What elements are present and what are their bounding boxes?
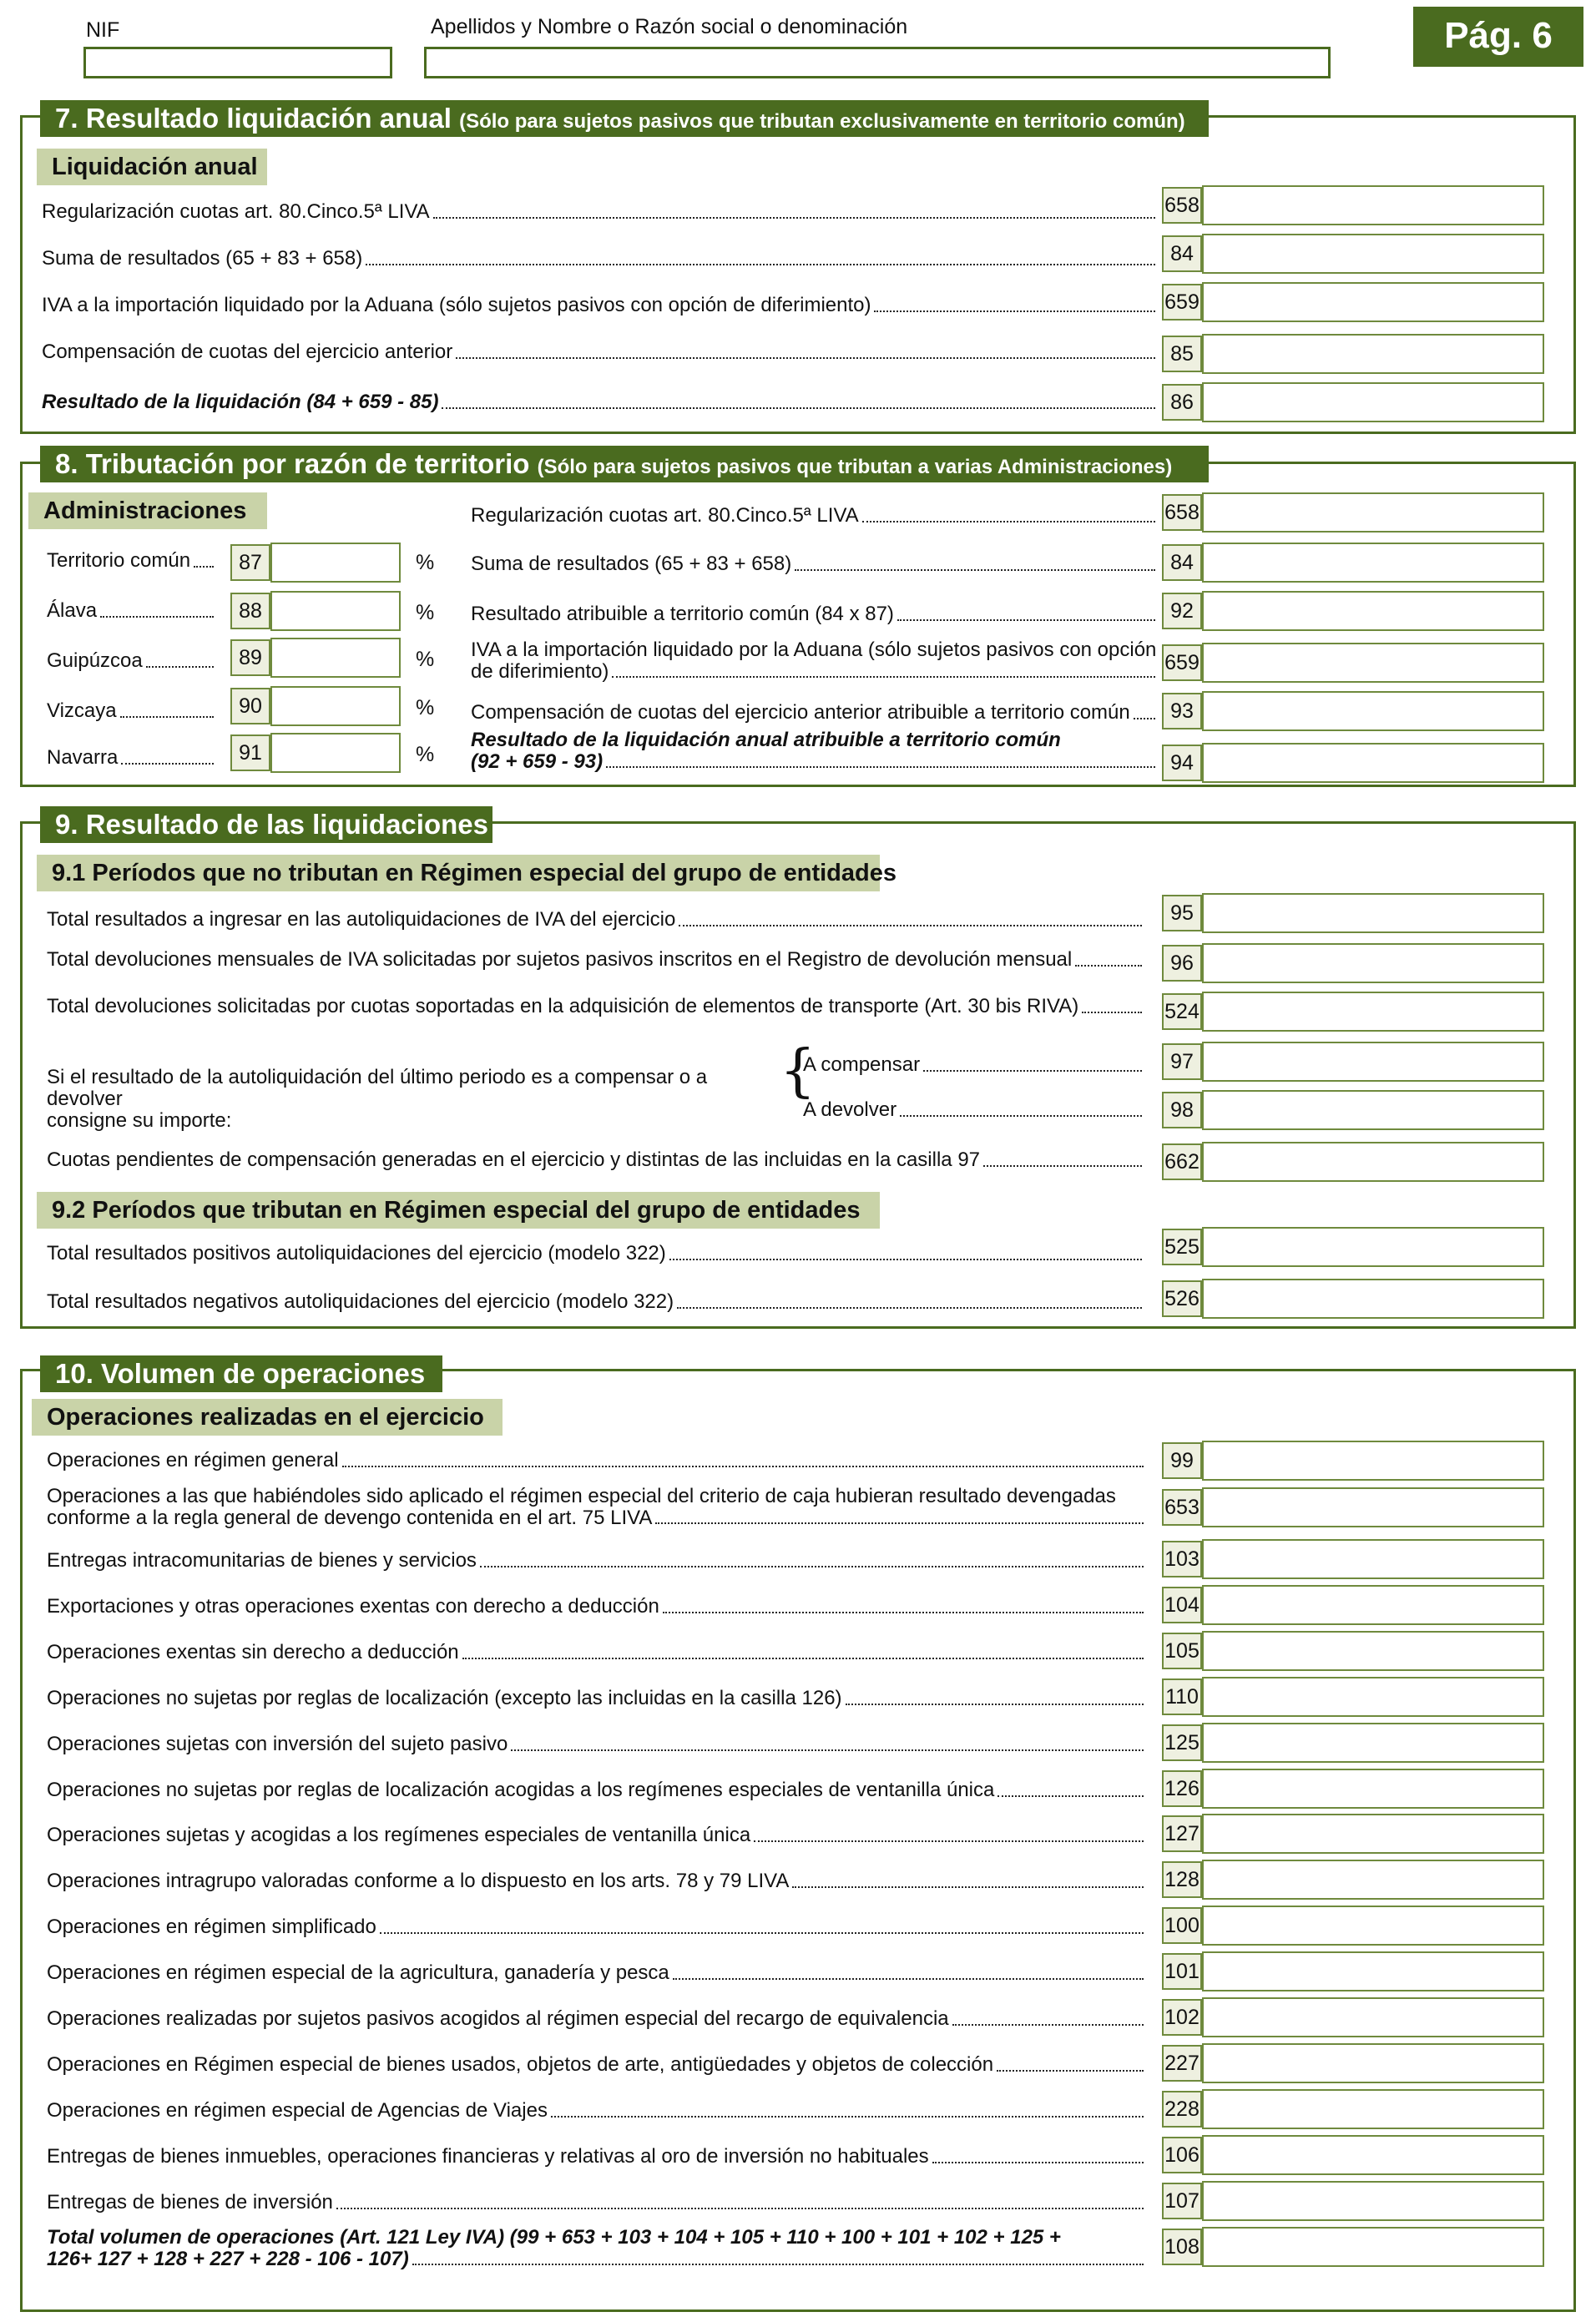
box-num-227: 227: [1162, 2045, 1202, 2082]
value-field-89[interactable]: [270, 638, 401, 678]
row-label: Cuotas pendientes de compensación generadas en el ejercicio y distintas de las incluidas en la casilla 97: [47, 1148, 981, 1171]
box-num-128: 128: [1162, 1861, 1202, 1898]
box-num-125: 125: [1162, 1724, 1202, 1761]
box-num-110: 110: [1162, 1678, 1202, 1715]
row-label: A devolver: [803, 1098, 897, 1121]
value-field-102[interactable]: [1202, 1997, 1544, 2037]
s10-row-105: [47, 1641, 1147, 1664]
row-label-line2: conforme a la regla general de devengo contenida en el art. 75 LIVA: [47, 1507, 653, 1529]
value-field-106[interactable]: [1202, 2135, 1544, 2175]
value-field-91[interactable]: [270, 733, 401, 773]
box-num-84: 84: [1162, 235, 1202, 272]
section-7-title: [40, 100, 1209, 137]
box-num-100: 100: [1162, 1907, 1202, 1944]
s10-row-104: [47, 1595, 1147, 1618]
value-field-93[interactable]: [1202, 691, 1544, 731]
row-label: Operaciones sujetas y acogidas a los regímenes especiales de ventanilla única: [47, 1824, 751, 1846]
box-num-104: 104: [1162, 1587, 1202, 1623]
s9-last-period-text: [47, 1067, 781, 1132]
nif-field[interactable]: [83, 47, 392, 78]
section-8-title-text: 8. Tributación por razón de territorio: [55, 448, 530, 479]
s10-row-227: [47, 2053, 1147, 2077]
s10-row-653: [47, 1486, 1147, 1529]
value-field-85[interactable]: [1202, 334, 1544, 374]
row-label-line2: de diferimiento): [471, 660, 609, 683]
box-num-653: 653: [1162, 1489, 1202, 1526]
s8-row-84: [471, 553, 1159, 576]
value-field-524[interactable]: [1202, 992, 1544, 1032]
s9-row-97: [803, 1053, 1145, 1077]
percent-sign: %: [416, 648, 435, 671]
row-label: Operaciones exentas sin derecho a deducción: [47, 1641, 459, 1663]
row-label: Entregas intracomunitarias de bienes y servicios: [47, 1549, 477, 1572]
row-label: Operaciones sujetas con inversión del sujeto pasivo: [47, 1733, 508, 1755]
admin-row-guipuzcoa: [47, 649, 217, 673]
row-label: Compensación de cuotas del ejercicio anterior atribuible a territorio común: [471, 701, 1130, 724]
section-7-subtitle: Liquidación anual: [37, 149, 267, 185]
box-num-662: 662: [1162, 1143, 1202, 1180]
section-8-subtitle: Administraciones: [28, 492, 267, 529]
s9-row-95: [47, 908, 1145, 931]
value-field-658[interactable]: [1202, 492, 1544, 533]
box-num-99: 99: [1162, 1442, 1202, 1479]
value-field-659[interactable]: [1202, 282, 1544, 322]
row-label: Total resultados a ingresar en las autoliquidaciones de IVA del ejercicio: [47, 908, 676, 931]
row-label: Operaciones en Régimen especial de bienes usados, objetos de arte, antigüedades y objetos de colección: [47, 2053, 994, 2076]
admin-label: Álava: [47, 599, 98, 622]
section-9-2-subtitle: 9.2 Períodos que tributan en Régimen especial del grupo de entidades: [37, 1192, 880, 1229]
box-num-90: 90: [230, 688, 270, 724]
s10-row-125: [47, 1733, 1147, 1756]
value-field-94[interactable]: [1202, 743, 1544, 783]
box-num-107: 107: [1162, 2183, 1202, 2219]
value-field-126[interactable]: [1202, 1769, 1544, 1809]
s7-row-84: [42, 247, 1159, 270]
value-field-125[interactable]: [1202, 1723, 1544, 1763]
box-num-102: 102: [1162, 1999, 1202, 2036]
s9-row-96: [47, 948, 1145, 972]
box-num-101: 101: [1162, 1953, 1202, 1990]
s7-row-659: [42, 294, 1159, 317]
value-field-227[interactable]: [1202, 2043, 1544, 2083]
row-label: Operaciones en régimen general: [47, 1449, 339, 1471]
value-field-90[interactable]: [270, 686, 401, 726]
last-period-line2: consigne su importe:: [47, 1109, 232, 1132]
s9-row-524: [47, 995, 1145, 1018]
box-num-106: 106: [1162, 2137, 1202, 2173]
percent-sign: %: [416, 551, 435, 574]
s7-row-658: [42, 200, 1159, 224]
row-label: Exportaciones y otras operaciones exentas con derecho a deducción: [47, 1595, 659, 1618]
s8-row-92: [471, 603, 1159, 626]
nif-label: NIF: [86, 18, 120, 42]
box-num-95: 95: [1162, 895, 1202, 931]
s10-row-127: [47, 1824, 1147, 1847]
section-7-title-text: 7. Resultado liquidación anual: [55, 103, 452, 134]
section-8-title: [40, 446, 1209, 482]
s10-row-107: [47, 2191, 1147, 2214]
percent-sign: %: [416, 601, 435, 624]
section-8-title-note: (Sólo para sujetos pasivos que tributan a varias Administraciones): [537, 456, 1173, 478]
box-num-98: 98: [1162, 1092, 1202, 1128]
box-num-659: 659: [1162, 644, 1202, 681]
box-num-126: 126: [1162, 1770, 1202, 1807]
value-field-96[interactable]: [1202, 943, 1544, 983]
box-num-93: 93: [1162, 693, 1202, 729]
s10-row-128: [47, 1870, 1147, 1893]
box-num-228: 228: [1162, 2091, 1202, 2128]
value-field-98[interactable]: [1202, 1090, 1544, 1130]
value-field-127[interactable]: [1202, 1814, 1544, 1854]
value-field-92[interactable]: [1202, 591, 1544, 631]
value-field-662[interactable]: [1202, 1142, 1544, 1182]
admin-row-alava: [47, 599, 217, 623]
s9-row-526: [47, 1290, 1145, 1314]
row-label: Regularización cuotas art. 80.Cinco.5ª LIVA: [42, 200, 430, 223]
value-field-101[interactable]: [1202, 1951, 1544, 1991]
box-num-658: 658: [1162, 187, 1202, 224]
value-field-658[interactable]: [1202, 185, 1544, 225]
s7-row-86: [42, 391, 1159, 414]
box-num-89: 89: [230, 639, 270, 676]
s10-row-108: [47, 2227, 1147, 2270]
row-label: Suma de resultados (65 + 83 + 658): [471, 553, 792, 575]
s10-row-110: [47, 1687, 1147, 1710]
value-field-100[interactable]: [1202, 1906, 1544, 1946]
row-label: Operaciones realizadas por sujetos pasivos acogidos al régimen especial del recargo de equivalencia: [47, 2007, 949, 2030]
box-num-91: 91: [230, 734, 270, 771]
row-label: Total devoluciones mensuales de IVA solicitadas por sujetos pasivos inscritos en el Registro de devolución mensual: [47, 948, 1073, 971]
value-field-108[interactable]: [1202, 2227, 1544, 2267]
brace-symbol: {: [780, 1038, 816, 1104]
row-label: Operaciones no sujetas por reglas de localización (excepto las incluidas en la casilla 126): [47, 1687, 842, 1709]
s10-row-106: [47, 2145, 1147, 2168]
percent-sign: %: [416, 743, 435, 766]
row-label: Entregas de bienes inmuebles, operaciones financieras y relativas al oro de inversión no habituales: [47, 2145, 929, 2168]
value-field-103[interactable]: [1202, 1539, 1544, 1579]
value-field-526[interactable]: [1202, 1279, 1544, 1319]
row-label: Operaciones en régimen especial de Agencias de Viajes: [47, 2099, 548, 2122]
box-num-526: 526: [1162, 1280, 1202, 1317]
value-field-97[interactable]: [1202, 1042, 1544, 1082]
row-label: Operaciones no sujetas por reglas de localización acogidas a los regímenes especiales de ventanilla única: [47, 1779, 995, 1801]
row-label-line1: Total volumen de operaciones (Art. 121 Ley IVA) (99 + 653 + 103 + 104 + 105 + 110 + 100 + 101 + 102 + 125 +: [47, 2226, 1061, 2249]
row-label-line1: IVA a la importación liquidado por la Aduana (sólo sujetos pasivos con opción: [471, 639, 1157, 661]
row-label-line1: Operaciones a las que habiéndoles sido aplicado el régimen especial del criterio de caja hubieran resultado devengadas: [47, 1485, 1116, 1507]
last-period-line1: Si el resultado de la autoliquidación del último periodo es a compensar o a devolver: [47, 1066, 708, 1110]
box-num-524: 524: [1162, 993, 1202, 1030]
value-field-84[interactable]: [1202, 543, 1544, 583]
row-label: Total devoluciones solicitadas por cuotas soportadas en la adquisición de elementos de transporte (Art. 30 bis RIVA): [47, 995, 1079, 1017]
section-10-title: 10. Volumen de operaciones: [40, 1355, 442, 1392]
value-field-95[interactable]: [1202, 893, 1544, 933]
admin-label: Navarra: [47, 746, 119, 769]
section-10-subtitle: Operaciones realizadas en el ejercicio: [32, 1399, 503, 1436]
s9-row-98: [803, 1098, 1145, 1122]
box-num-88: 88: [230, 593, 270, 629]
percent-sign: %: [416, 696, 435, 719]
value-field-87[interactable]: [270, 543, 401, 583]
box-num-85: 85: [1162, 336, 1202, 372]
box-num-96: 96: [1162, 945, 1202, 982]
s9-row-662: [47, 1148, 1145, 1172]
section-9-title: 9. Resultado de las liquidaciones: [40, 806, 492, 843]
page-number: Pág. 6: [1413, 7, 1583, 67]
row-label: Operaciones intragrupo valoradas conforme a lo dispuesto en los arts. 78 y 79 LIVA: [47, 1870, 790, 1892]
value-field-128[interactable]: [1202, 1860, 1544, 1900]
box-num-525: 525: [1162, 1229, 1202, 1265]
row-label: Operaciones en régimen especial de la agricultura, ganadería y pesca: [47, 1961, 669, 1984]
box-num-108: 108: [1162, 2229, 1202, 2265]
admin-label: Territorio común: [47, 549, 191, 572]
row-label: Compensación de cuotas del ejercicio anterior: [42, 341, 453, 363]
s10-row-99: [47, 1449, 1147, 1472]
box-num-105: 105: [1162, 1633, 1202, 1669]
s8-row-93: [471, 701, 1159, 724]
section-9-1-subtitle: 9.1 Períodos que no tributan en Régimen especial del grupo de entidades: [37, 855, 880, 891]
row-label: IVA a la importación liquidado por la Aduana (sólo sujetos pasivos con opción de diferimiento): [42, 294, 871, 316]
value-field-110[interactable]: [1202, 1677, 1544, 1717]
value-field-104[interactable]: [1202, 1585, 1544, 1625]
row-label: Regularización cuotas art. 80.Cinco.5ª LIVA: [471, 504, 859, 527]
box-num-94: 94: [1162, 745, 1202, 781]
s7-row-85: [42, 341, 1159, 364]
row-label: Entregas de bienes de inversión: [47, 2191, 333, 2214]
s8-row-659: [471, 639, 1159, 683]
s8-row-658: [471, 504, 1159, 528]
box-num-97: 97: [1162, 1043, 1202, 1080]
box-num-659: 659: [1162, 284, 1202, 321]
value-field-84[interactable]: [1202, 234, 1544, 274]
s10-row-103: [47, 1549, 1147, 1572]
admin-label: Guipúzcoa: [47, 649, 143, 672]
value-field-659[interactable]: [1202, 643, 1544, 683]
row-label: Operaciones en régimen simplificado: [47, 1916, 376, 1938]
row-label-line2: (92 + 659 - 93): [471, 750, 604, 773]
admin-row-navarra: [47, 746, 217, 770]
name-field[interactable]: [424, 47, 1331, 78]
box-num-92: 92: [1162, 593, 1202, 629]
section-7-title-note: (Sólo para sujetos pasivos que tributan exclusivamente en territorio común): [459, 110, 1185, 133]
name-label: Apellidos y Nombre o Razón social o denominación: [431, 15, 908, 38]
row-label-line1: Resultado de la liquidación anual atribuible a territorio común: [471, 729, 1061, 751]
value-field-105[interactable]: [1202, 1631, 1544, 1671]
s10-row-101: [47, 1961, 1147, 1985]
admin-row-vizcaya: [47, 699, 217, 723]
value-field-86[interactable]: [1202, 382, 1544, 422]
s10-row-228: [47, 2099, 1147, 2123]
value-field-99[interactable]: [1202, 1441, 1544, 1481]
row-label: Suma de resultados (65 + 83 + 658): [42, 247, 363, 270]
box-num-87: 87: [230, 544, 270, 581]
value-field-88[interactable]: [270, 591, 401, 631]
box-num-658: 658: [1162, 494, 1202, 531]
row-label: Total resultados negativos autoliquidaciones del ejercicio (modelo 322): [47, 1290, 674, 1313]
box-num-86: 86: [1162, 384, 1202, 421]
box-num-84: 84: [1162, 544, 1202, 581]
s10-row-102: [47, 2007, 1147, 2031]
s10-row-100: [47, 1916, 1147, 1939]
value-field-653[interactable]: [1202, 1487, 1544, 1527]
admin-row-territorio-comun: [47, 549, 217, 573]
s10-row-126: [47, 1779, 1147, 1802]
s8-row-94: [471, 729, 1159, 773]
row-label: Total resultados positivos autoliquidaciones del ejercicio (modelo 322): [47, 1242, 666, 1265]
row-label-line2: 126+ 127 + 128 + 227 + 228 - 106 - 107): [47, 2248, 409, 2270]
value-field-228[interactable]: [1202, 2089, 1544, 2129]
row-label: Resultado atribuible a territorio común (84 x 87): [471, 603, 894, 625]
row-label: A compensar: [803, 1053, 921, 1076]
admin-label: Vizcaya: [47, 699, 117, 722]
box-num-127: 127: [1162, 1815, 1202, 1852]
row-label: Resultado de la liquidación (84 + 659 - 85): [42, 391, 439, 413]
value-field-107[interactable]: [1202, 2181, 1544, 2221]
s9-row-525: [47, 1242, 1145, 1265]
box-num-103: 103: [1162, 1541, 1202, 1577]
value-field-525[interactable]: [1202, 1227, 1544, 1267]
